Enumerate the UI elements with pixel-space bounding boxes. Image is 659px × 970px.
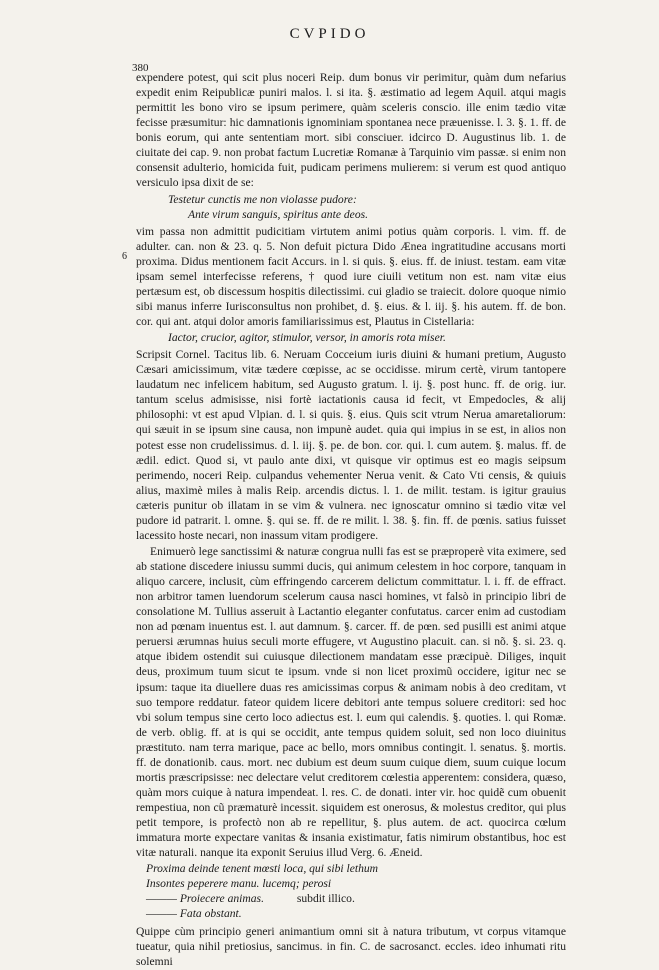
page-number: 380: [132, 62, 149, 74]
verse-line: Iactor, crucior, agitor, stimulor, versor, in amoris rota miser.: [168, 331, 446, 345]
paragraph-5: Quippe cùm principio generi animantium omni sit à natura tributum, vt corpus vitamque tueatur, quia nihil pretiosius, sancimus. in fin. C. de sacrosanct. eccles. ideo inhumati ritu solemni: [136, 924, 566, 968]
verse-line: Insontes peperere manu. lucemq; perosi: [146, 877, 332, 891]
marginal-note-number: 6: [122, 251, 127, 262]
verse-line: Ante virum sanguis, spiritus ante deos.: [188, 207, 369, 221]
paragraph-2: vim passa non admittit pudicitiam virtutem animi potius quàm corporis. l. vim. ff. de adulter. can. non & 23. q. 5. Non defuit pictura Dido Ænea ingratitudine accusans morti proxima. Didus mentionem facit Accurs. in l. si quis. §. eius. ff. de iniust. testam. eam vitæ ipsam semel interfecisse referens, † quod iure ciuili vetitum non est. nam vitæ eius pertæsum est, ob discessum hospitis dilectissimi. cui gladio se traiecit. dolore quoque nimio sibi manus inferre Iurisconsultus non prohibet, d. §. eius. & l. iij. §. his autem. ff. de bon. cor. qui ant. atqui dolor amoris familiarissimus est, Plautus in Cistellaria:: [136, 224, 566, 328]
verse-line: [146, 891, 566, 906]
page-body: [136, 70, 566, 970]
paragraph-4: Enimuerò lege sanctissimi & naturæ congrua nulli fas est se præproperè vita eximere, sed ab statione discedere iniussu summi ducis, qui animum celestem in hoc corpore, tanquam in aliquo carcere, inclusit, cùm effringendo carcerem delictum committatur. l. i. ff. de effract. non arbitror tamen luendorum scelerum causa nasci homines, vt falsò in principio libri de consolatione M. Tullius asseruit à Lactantio eleganter confutatus. carcer enim ad custodiam non ad pœnam inuentus est. l. aut damnum. §. carcer. ff. de pœn. sed pusilli est animi atque peruersi ærumnas huius seculi morte effugere, vt Augustino placuit. can. si nõ. §. si. 23. q. atque ibidem ostendit sui cuiusque dilectionem mandatam esse præcipuè. Diliges, inquit deus, proximum tuum sicut te ipsum. vnde si non licet proximũ occidere, igitur nec se ipsum: taque ita diuellere duas res amicissimas corpus & animam nobis à deo creditam, vt suo tempore reddatur. fateor quidem licere debitori ante tempus soluere creditori: sed hoc vbi solum tempus sine certo loco adiectus est. l. eum qui calendis. §. quoties. l. qui Romæ. de verb. oblig. ff. at is qui se occidit, ante tempus quidem soluit, sed non loco diuinitus præstituto. nam terra marique, pace ac bello, mors omnibus contingit. l. senatus. §. mortis. ff. de donationib. caus. mort. nec dubium est deum suum cuique diem, suum cuique locum mortis præscripsisse: nec delectare velut creditorem cœlestia apperentem: considera, quæso, quàm mors cuique à natura impendeat. l. res. C. de donati. inter vir. hoc quidẽ cum obuenit rempestiua, non cũ præmaturè incessit. siquidem est onerosus, & molestus creditor, qui plus petit tempore, is profectò non ab re repellitur, §. plus autem. de act. quocirca cœlum immatura morte expectare vanitas & insania existimatur, fatis nimirum obstantibus, hoc est vitæ naturali. nanque ita exponit Seruius illud Verg. 6. Æneid.: [136, 544, 566, 860]
verse-line: ——— Fata obstant.: [146, 907, 242, 921]
verse-block-2: [168, 330, 566, 345]
paragraph-3: Scripsit Cornel. Tacitus lib. 6. Neruam Cocceium iuris diuini & humani pretium, Augusto Cæsari amicissimum, vitæ tædere cœpisse, ac se occidisse. mirum certè, virum tantopere laudatum nec infelicem habitum, sed Augusto gratum. l. ij. §. post hunc. ff. de orig. iur. tantum scelus admisisse, nisi fortè iactationis causa id fecit, vt Empedocles, & alij philosophi: vt est apud Vlpian. d. l. si quis. §. eius. Quis scit vtrum Nerua amaretaliorum: qui sæuit in se ipsum sine causa, non impunè audet. quia qui impius in se est, in alios non potest esse non crudelissimus. d. l. iij. §. pe. de bon. cor. qui. l. cum autem. §. malus. ff. de ædil. edict. Quod si, vt paulo ante dixi, vt quisque vir optimus est eo magis seipsum perimendo, noceri Reip. culpandus vehementer Nerua venit. & Cato Vti censis, & quiuis alius, maximè miles à malis Reip. arcendis dictus. l. 1. de milit. testam. is igitur grauius cæteris punitur ob illatam in se vim & vulnera. nec ignoscatur omnino si tædio vitæ vel pudore id patrarit. l. omne. §. qui se. ff. de re milit. l. 38. §. fin. ff. de pœnis. satius fuisset lacessito hoste necari, non inassum vitam prodigere.: [136, 348, 566, 542]
paragraph-1: expendere potest, qui scit plus noceri Reip. dum bonus vir perimitur, quàm dum nefarius expedit enim Reipublicæ puniri malos. l. si ita. §. æstimatio ad legem Aquil. atqui magis permittit les bono viro se ipsum perimere, quàm sceleris conscio. ille enim tædio vitæ fecisse præsumitur: hic damnationis ignominiam spontanea nece præuenisse. l. 3. §. 1. ff. de bonis eorum, qui ante sententiam mort. sibi consciuer. idcirco D. Augustinus lib. 1. de ciuitate dei cap. 9. non probat factum Lucretiæ Romanæ à Tarquinio vim passæ. si enim non consensit adulterio, homicida fuit, pudicam perimens mulierem: si verum est quod antiquo versiculo ipsa dixit de se:: [136, 71, 566, 190]
verse-line: Proxima deinde tenent mœsti loca, qui sibi lethum: [146, 862, 379, 876]
verse-tail: subdit illico.: [296, 892, 355, 906]
verse-fragment: ——— Proiecere animas.: [146, 892, 264, 906]
verse-block-1: [168, 192, 566, 222]
verse-line: Testetur cunctis me non violasse pudore:: [168, 192, 357, 206]
verse-block-3: [146, 861, 566, 921]
running-header: CVPIDO: [289, 26, 370, 42]
